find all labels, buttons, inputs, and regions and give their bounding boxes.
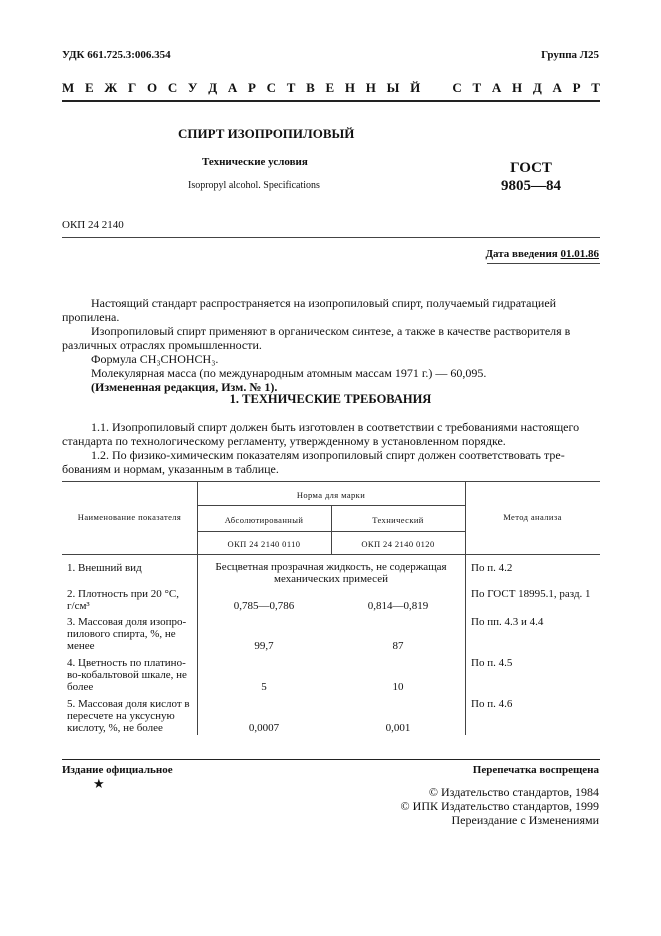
banner-letter: С	[266, 80, 277, 95]
row-3-name-line-1: 3. Массовая доля изопро-	[67, 616, 187, 628]
banner-letter: Е	[85, 80, 94, 95]
banner-letter: А	[552, 80, 562, 95]
gost-designation	[500, 159, 562, 195]
banner-letter: О	[146, 80, 158, 95]
banner-letter: Н	[365, 80, 376, 95]
table-row-3-tech: 87	[392, 640, 404, 652]
banner-letter: А	[491, 80, 502, 95]
okp-code: ОКП 24 2140	[62, 219, 124, 231]
banner-letter: Н	[511, 80, 523, 95]
clause-1-2-cont: бованиям и нормам, указанным в таблице.	[62, 462, 279, 476]
formula: CH₃CHOHCH₃.	[139, 352, 219, 366]
row-1-norm-line-1: Бесцветная прозрачная жидкость, не содержащая	[215, 561, 447, 573]
copyright-1999: © ИПК Издательство стандартов, 1999	[400, 799, 599, 813]
table-row-2-tech: 0,814—0,819	[367, 600, 429, 612]
table-row-5-method: По п. 4.6	[471, 698, 513, 710]
col-header-name: Наименование показателя	[77, 512, 182, 522]
banner-letter: Р	[572, 80, 581, 95]
table-norm-rule	[197, 505, 465, 506]
banner-letter: Д	[532, 80, 542, 95]
banner-letter: Ы	[386, 80, 400, 95]
table-row-1-method: По п. 4.2	[471, 562, 513, 574]
banner-letter: Н	[344, 80, 356, 95]
row-2-name-line-2: г/см³	[67, 600, 90, 612]
introduction-date-value: 01.01.86	[560, 248, 599, 260]
banner-letter: Д	[208, 80, 218, 95]
table-row-4-abs: 5	[261, 681, 267, 693]
table-row-2-method: По ГОСТ 18995.1, разд. 1	[471, 588, 591, 600]
banner-letter: Т	[591, 80, 600, 95]
banner-letter: Т	[286, 80, 296, 95]
row-5-name-line-3: кислоту, %, не более	[67, 722, 163, 734]
footer-rule	[62, 759, 600, 760]
banner-letter: Й	[410, 80, 421, 95]
table-vline-2	[331, 505, 332, 554]
amendment-note: (Измененная редакция, Изм. № 1).	[91, 380, 278, 394]
row-1-name-line: 1. Внешний вид	[67, 562, 142, 574]
table-row-2-abs: 0,785—0,786	[233, 600, 295, 612]
table-row-5-name	[67, 698, 195, 734]
table-row-5-tech: 0,001	[385, 722, 411, 734]
table-top-rule	[62, 481, 600, 482]
row-4-name-line-1: 4. Цветность по платино-	[67, 657, 186, 669]
english-title: Isopropyl alcohol. Specifications	[188, 180, 320, 191]
gost-number: 9805—84	[501, 178, 561, 194]
intro-paragraph-2-cont: различных отраслях промышленности.	[62, 338, 262, 352]
okp-absolute: ОКП 24 2140 0110	[227, 539, 301, 549]
gost-label: ГОСТ	[510, 160, 552, 176]
banner-letter: В	[306, 80, 315, 95]
clause-1-2: 1.2. По физико-химическим показателям изопропиловый спирт должен соответствовать тре-	[91, 448, 565, 462]
intro-paragraph-1-cont: пропилена.	[62, 310, 120, 324]
banner-letter: Р	[247, 80, 256, 95]
table-row-4-method: По п. 4.5	[471, 657, 513, 669]
reissue-note: Переиздание с Изменениями	[451, 813, 599, 827]
table-row-3-method: По пп. 4.3 и 4.4	[471, 616, 544, 628]
table-row-3-abs: 99,7	[254, 640, 274, 652]
table-row-2-name	[67, 588, 195, 612]
header-rule	[62, 100, 600, 102]
table-vline-3	[465, 481, 466, 735]
reprint-prohibited: Перепечатка воспрещена	[472, 764, 599, 776]
introduction-date-label: Дата введения	[485, 248, 558, 260]
banner-letter: С	[452, 80, 462, 95]
table-row-4-tech: 10	[392, 681, 404, 693]
star-icon: ★	[93, 776, 105, 791]
formula-line	[91, 352, 218, 366]
banner-letter: С	[167, 80, 178, 95]
formula-label: Формула	[91, 352, 137, 366]
banner-letter: Т	[472, 80, 482, 95]
col-header-method: Метод анализа	[503, 512, 562, 522]
row-2-name-line-1: 2. Плотность при 20 °С,	[67, 588, 179, 600]
copyright-1984: © Издательство стандартов, 1984	[428, 785, 599, 799]
table-row-1-norm	[197, 561, 465, 585]
okp-rule	[62, 237, 600, 238]
table-row-5-abs: 0,0007	[248, 722, 280, 734]
table-vline-1	[197, 481, 198, 735]
table-grade-rule	[197, 531, 465, 532]
introduction-date	[485, 248, 599, 260]
table-header-bottom-rule	[62, 554, 600, 555]
banner-letter: Е	[325, 80, 335, 95]
clause-1-1-cont: стандарта по технологическому регламенту, утвержденному в установленном порядке.	[62, 434, 506, 448]
table-row-4-name	[67, 657, 195, 693]
date-underline	[487, 263, 600, 264]
col-header-norm: Норма для марки	[296, 490, 366, 500]
table-row-3-name	[67, 616, 195, 652]
row-3-name-line-2: пилового спирта, %, не	[67, 628, 176, 640]
banner-letter: У	[187, 80, 198, 95]
group-code: Группа Л25	[541, 49, 599, 61]
molar-mass: Молекулярная масса (по международным атомным массам 1971 г.) — 60,095.	[91, 366, 487, 380]
section-heading: 1. ТЕХНИЧЕСКИЕ ТРЕБОВАНИЯ	[229, 392, 432, 406]
row-4-name-line-2: во-кобальтовой шкале, не	[67, 669, 187, 681]
banner-letter: М	[62, 80, 75, 95]
row-4-name-line-3: более	[67, 681, 94, 693]
row-5-name-line-2: пересчете на уксусную	[67, 710, 175, 722]
official-edition: Издание официальное	[62, 764, 173, 776]
banner-letter: Ж	[104, 80, 118, 95]
grade-absolute: Абсолютированный	[224, 515, 304, 525]
row-1-norm-line-2: механических примесей	[274, 573, 388, 585]
grade-technical: Технический	[372, 515, 424, 525]
intro-paragraph-1: Настоящий стандарт распространяется на изопропиловый спирт, получаемый гидратацией	[91, 296, 557, 310]
banner-letter: Г	[127, 80, 137, 95]
interstate-standard-banner	[62, 80, 600, 96]
document-subtitle: Технические условия	[202, 156, 308, 168]
udk-code: УДК 661.725.3:006.354	[62, 49, 171, 61]
clause-1-1: 1.1. Изопропиловый спирт должен быть изготовлен в соответствии с требованиями настоящего	[91, 420, 580, 434]
okp-technical: ОКП 24 2140 0120	[361, 539, 435, 549]
document-title: СПИРТ ИЗОПРОПИЛОВЫЙ	[178, 126, 355, 141]
row-3-name-line-3: менее	[67, 640, 95, 652]
table-row-1-name	[67, 562, 142, 574]
intro-paragraph-2: Изопропиловый спирт применяют в органическом синтезе, а также в качестве растворителя в	[91, 324, 571, 338]
row-5-name-line-1: 5. Массовая доля кислот в	[67, 698, 190, 710]
banner-letter: А	[227, 80, 238, 95]
